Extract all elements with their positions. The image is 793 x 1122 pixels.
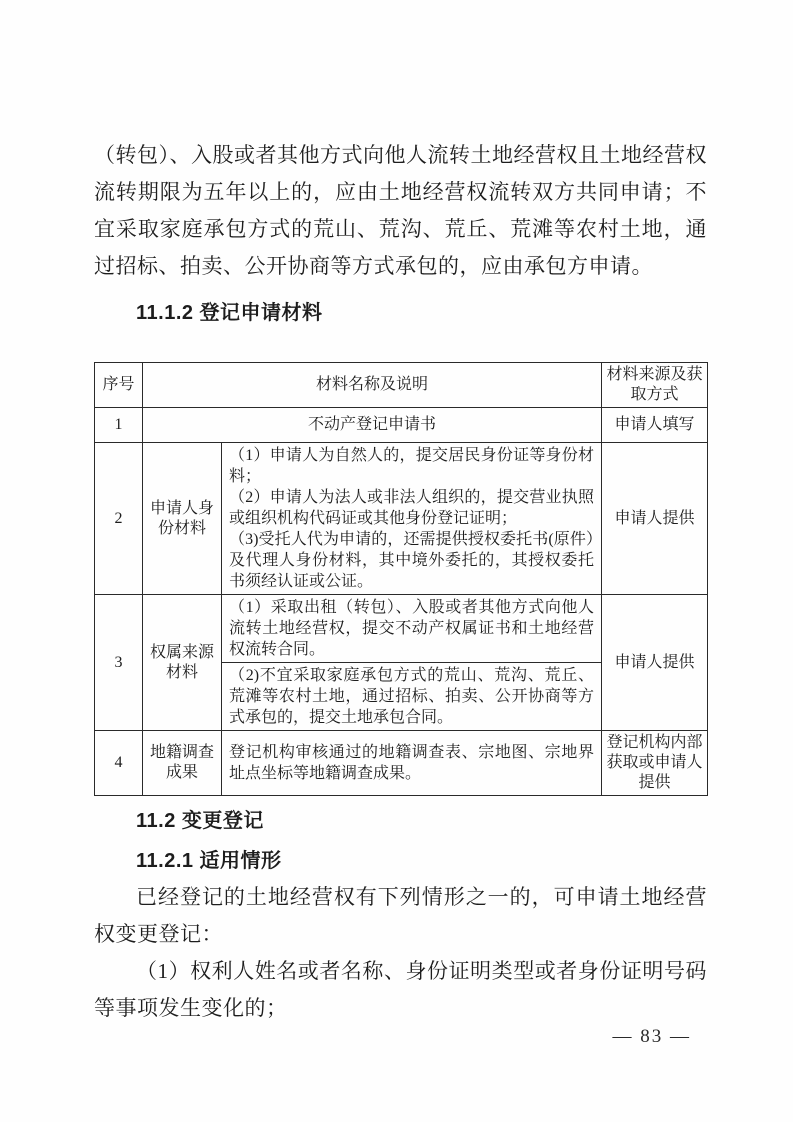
- cell-category: 地籍调查成果: [143, 731, 222, 796]
- cell-source: 申请人填写: [602, 408, 708, 443]
- section-heading-11-2: 11.2 变更登记: [136, 810, 264, 832]
- table-row: [95, 443, 708, 595]
- description-item: （3)受托人代为申请的，还需提供授权委托书(原件）及代理人身份材料，其中境外委托的，其授权委托书须经认证或公证。: [229, 531, 595, 590]
- description-item: （2）申请人为法人或非法人组织的，提交营业执照或组织机构代码证或其他身份登记证明；: [229, 489, 595, 527]
- cell-category: 申请人身份材料: [143, 443, 222, 595]
- cell-source: 申请人提供: [602, 595, 708, 731]
- section-heading-11-1-2: 11.1.2 登记申请材料: [136, 302, 323, 324]
- table-row: [95, 595, 708, 663]
- cell-row-no: 3: [95, 595, 143, 731]
- table-row: [95, 408, 708, 443]
- header-source: 材料来源及获取方式: [602, 363, 708, 408]
- section-heading-11-2-1: 11.2.1 适用情形: [136, 850, 282, 872]
- cell-row-no: 1: [95, 408, 143, 443]
- cell-material-name: 不动产登记申请书: [143, 408, 602, 443]
- applicable-paragraph: 已经登记的土地经营权有下列情形之一的，可申请土地经营权变更登记：: [94, 885, 707, 946]
- materials-table: [94, 362, 708, 796]
- intro-paragraph: （转包）、入股或者其他方式向他人流转土地经营权且土地经营权流转期限为五年以上的，应由土地经营权流转双方共同申请；不宜采取家庭承包方式的荒山、荒沟、荒丘、荒滩等农村土地，通过招标、拍卖、公开协商等方式承包的，应由承包方申请。: [94, 143, 707, 278]
- cell-description: （1）采取出租（转包）、入股或者其他方式向他人流转土地经营权，提交不动产权属证书和土地经营权流转合同。: [222, 595, 602, 663]
- cell-source: 申请人提供: [602, 443, 708, 595]
- table-header-row: [95, 363, 708, 408]
- condition-item-1: （1）权利人姓名或者名称、身份证明类型或者身份证明号码等事项发生变化的；: [94, 959, 707, 1020]
- cell-source: 登记机构内部获取或申请人提供: [602, 731, 708, 796]
- page-content: [94, 0, 707, 1027]
- header-no: 序号: [95, 363, 143, 408]
- cell-description: 登记机构审核通过的地籍调查表、宗地图、宗地界址点坐标等地籍调查成果。: [222, 731, 602, 796]
- header-name: 材料名称及说明: [143, 363, 602, 408]
- description-item: （1）申请人为自然人的，提交居民身份证等身份材料；: [229, 447, 595, 485]
- cell-row-no: 4: [95, 731, 143, 796]
- table-row: [95, 731, 708, 796]
- cell-category: 权属来源材料: [143, 595, 222, 731]
- cell-row-no: 2: [95, 443, 143, 595]
- cell-description: [222, 443, 602, 595]
- page-number: — 83 —: [612, 1026, 691, 1047]
- cell-description: （2)不宜采取家庭承包方式的荒山、荒沟、荒丘、荒滩等农村土地，通过招标、拍卖、公开协商等方式承包的，提交土地承包合同。: [222, 663, 602, 731]
